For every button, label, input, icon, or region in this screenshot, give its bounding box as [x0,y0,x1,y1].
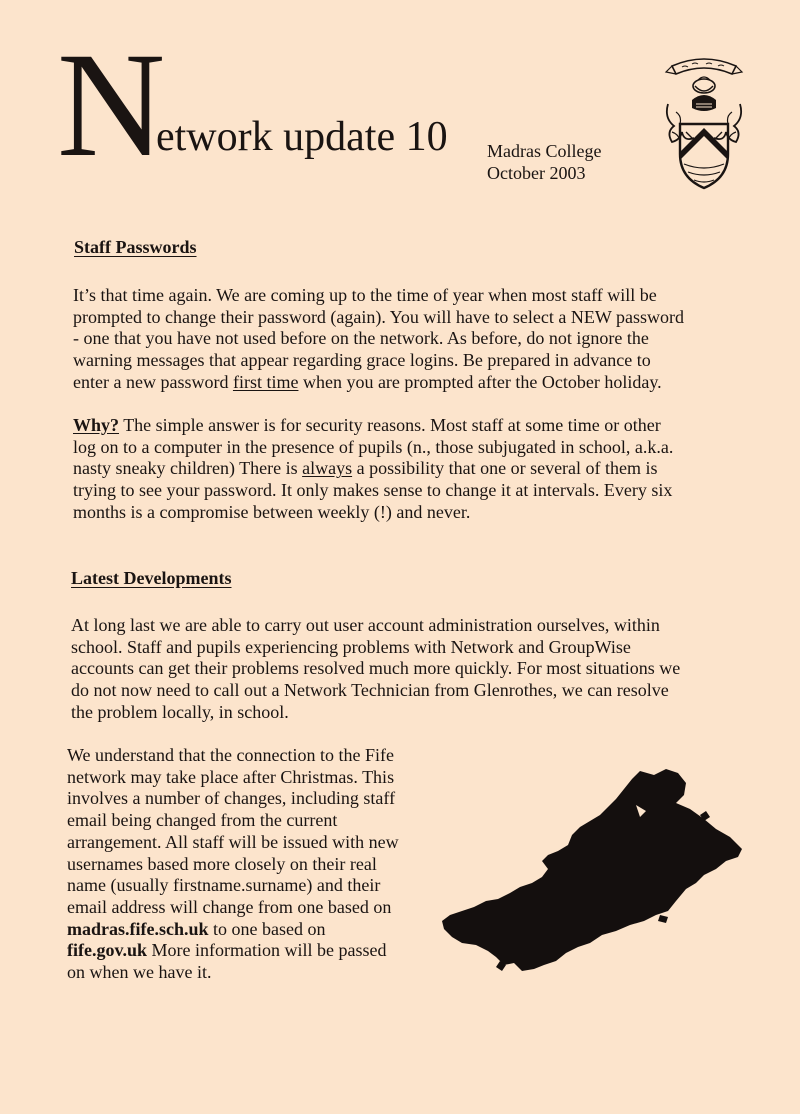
text-line: trying to see your password. It only makes sense to change it at intervals. Every six [73,480,673,501]
title-initial: N [57,22,166,188]
text-span: More information will be passed [147,940,387,961]
emphasis-first-time: first time [232,371,299,392]
text-line: It’s that time again. We are coming up to the time of year when most staff will be [73,285,657,305]
text-line [67,940,399,962]
text-span: when you are prompted after the October holiday. [298,371,662,392]
section-heading-latest-developments: Latest Developments [71,568,232,588]
text-line: email being changed from the current [67,810,338,831]
text-line [73,415,673,437]
text-line: email address will change from one based on [67,896,392,917]
domain-old: madras.fife.sch.uk [67,918,209,939]
latest-developments-paragraph-1 [71,615,680,724]
staff-passwords-paragraph-2 [73,415,673,524]
text-line: warning messages that appear regarding grace logins. Be prepared in advance to [73,350,651,371]
text-line: arrangement. All staff will be issued with new [67,831,399,852]
staff-passwords-paragraph-1 [73,285,684,394]
text-line: do not now need to call out a Network Technician from Glenrothes, we can resolve [71,680,669,701]
issue-date: October 2003 [487,163,586,183]
latest-developments-paragraph-2 [67,745,399,984]
text-span: to one based on [208,918,326,939]
domain-new: fife.gov.uk [67,940,148,961]
text-line [67,919,399,941]
text-line: prompted to change their password (again). You will have to select a NEW password [73,306,685,327]
fife-map-silhouette [440,765,748,977]
section-heading-staff-passwords: Staff Passwords [74,237,197,257]
text-span: The simple answer is for security reasons. Most staff at some time or other [119,415,661,435]
text-line: involves a number of changes, including staff [67,788,396,809]
text-line: school. Staff and pupils experiencing problems with Network and GroupWise [71,636,631,657]
text-line: - one that you have not used before on the network. As before, do not ignore the [73,328,649,349]
text-line: the problem locally, in school. [71,701,289,722]
why-label: Why? [73,415,120,435]
text-span: a possibility that one or several of them is [352,458,658,479]
text-line: on when we have it. [67,962,212,983]
text-line [73,372,684,394]
text-line: We understand that the connection to the Fife [67,745,394,765]
text-line: accounts can get their problems resolved much more quickly. For most situations we [71,658,681,679]
emphasis-always: always [302,458,353,479]
text-line: At long last we are able to carry out user account administration ourselves, within [71,615,660,635]
school-name: Madras College [487,141,602,161]
text-line: log on to a computer in the presence of pupils (n., those subjugated in school, a.k.a. [73,436,674,457]
text-line: name (usually firstname.surname) and their [67,875,381,896]
text-span: enter a new password [73,371,233,392]
page-title: etwork update 10 [156,114,448,160]
school-crest-icon [662,52,746,192]
text-span: nasty sneaky children) There is [73,458,303,479]
text-line [73,458,673,480]
masthead [0,0,800,200]
text-line: network may take place after Christmas. This [67,766,395,787]
text-line: months is a compromise between weekly (!) and never. [73,501,471,522]
text-line: usernames based more closely on their real [67,853,377,874]
